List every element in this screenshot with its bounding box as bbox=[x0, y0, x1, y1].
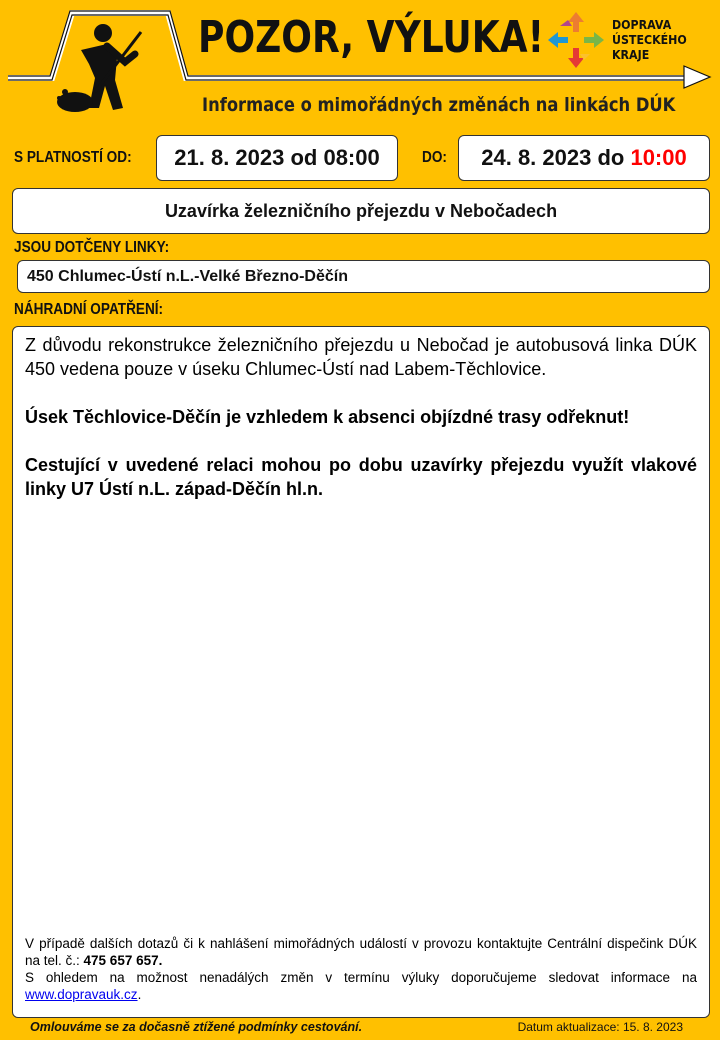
valid-to-date: 24. 8. 2023 do bbox=[481, 145, 631, 170]
contact-text: V případě dalších dotazů či k nahlášení mimořádných událostí v provozu kontaktujte Centrální dispečink DÚK na tel. č.: bbox=[25, 936, 697, 968]
closure-headline: Uzavírka železničního přejezdu v Nebočadech bbox=[12, 188, 710, 234]
brand-name bbox=[612, 18, 687, 63]
page-subtitle: Informace o mimořádných změnách na linkách DÚK bbox=[202, 94, 676, 116]
valid-from-label: S PLATNOSTÍ OD: bbox=[14, 149, 132, 166]
header bbox=[0, 0, 720, 130]
website-suffix: . bbox=[137, 987, 142, 1002]
measures-paragraph-warning: Úsek Těchlovice-Děčín je vzhledem k absenci objízdné trasy odřeknut! bbox=[25, 407, 630, 427]
measures-paragraph-train: Cestující v uvedené relaci mohou po dobu uzavírky přejezdu využít vlakové linky U7 Ústí n.L. západ-Děčín hl.n. bbox=[25, 455, 697, 499]
measures-paragraph: Z důvodu rekonstrukce železničního přejezdu u Nebočad je autobusová linka DÚK 450 vedena pouze v úseku Chlumec-Ústí nad Labem-Těchlovice. bbox=[25, 335, 697, 379]
contact-info bbox=[25, 935, 697, 1003]
contact-phone: 475 657 657. bbox=[83, 953, 163, 968]
valid-to-label: DO: bbox=[422, 149, 447, 166]
measures-box bbox=[12, 326, 710, 1018]
road-worker-icon bbox=[55, 22, 155, 112]
page-title: POZOR, VÝLUKA! bbox=[198, 12, 545, 63]
brand-line: ÚSTECKÉHO bbox=[612, 33, 687, 47]
duk-logo-icon bbox=[546, 10, 606, 70]
brand-line: DOPRAVA bbox=[612, 18, 672, 32]
valid-to-time: 10:00 bbox=[630, 145, 687, 170]
website-link[interactable]: www.dopravauk.cz bbox=[25, 987, 138, 1002]
brand-line: KRAJE bbox=[612, 48, 650, 62]
valid-from-value: 21. 8. 2023 od 08:00 bbox=[156, 135, 398, 181]
measures-label: NÁHRADNÍ OPATŘENÍ: bbox=[14, 301, 164, 318]
update-date: Datum aktualizace: 15. 8. 2023 bbox=[517, 1020, 683, 1034]
affected-lines-label: JSOU DOTČENY LINKY: bbox=[14, 239, 170, 256]
apology-note: Omlouváme se za dočasně ztížené podmínky cestování. bbox=[30, 1020, 363, 1034]
follow-text: S ohledem na možnost nenadálých změn v termínu výluky doporučujeme sledovat informace na bbox=[25, 970, 697, 985]
affected-lines-value: 450 Chlumec-Ústí n.L.-Velké Březno-Děčín bbox=[17, 260, 710, 293]
valid-to-value bbox=[458, 135, 710, 181]
